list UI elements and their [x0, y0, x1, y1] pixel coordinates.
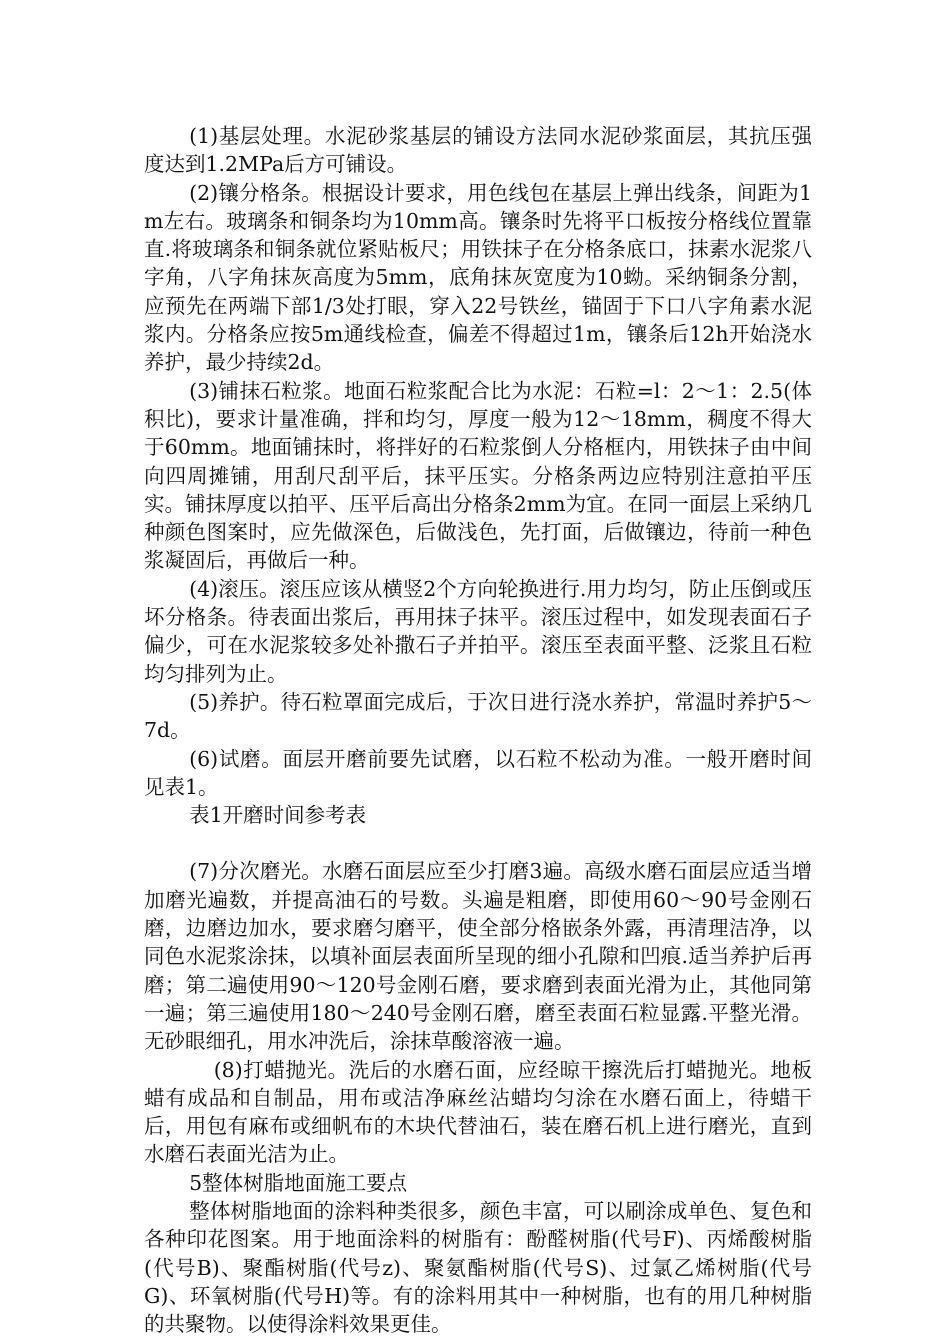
table-caption: 表1开磨时间参考表 [189, 803, 367, 828]
paragraph-rolling: (4)滚压。滚压应该从横竖2个方向轮换进行.用力均匀，防止压倒或压坏分格条。待表面出浆后，再用抹子抹平。滚压过程中，如发现表面石子偏少，可在水泥浆较多处补撒石子并拍平。滚压至表面平整、泛浆且石粒均匀排列为止。 [144, 576, 812, 686]
paragraph-polishing-passes: (7)分次磨光。水磨石面层应至少打磨3遍。高级水磨石面层应适当增加磨光遍数，并提高油石的号数。头遍是粗磨，即使用60～90号金刚石磨，边磨边加水，要求磨匀磨平，使全部分格嵌条外露，再清理洁净，以同色水泥浆涂抹，以填补面层表面所呈现的细小孔隙和凹痕.适当养护后再磨；第二遍使用90～120号金刚石磨，要求磨到表面光滑为止，其他同第一遍；第三遍使用180～240号金刚石磨，磨至表面石粒显露.平整光滑。无砂眼细孔，用水冲洗后，涂抹草酸溶液一遍。 [144, 859, 812, 1054]
paragraph-trial-grinding: (6)试磨。面层开磨前要先试磨，以石粒不松动为准。一般开磨时间见表1。 [144, 746, 812, 799]
paragraph-divider-strips: (2)镶分格条。根据设计要求，用色线包在基层上弹出线条，间距为1m左右。玻璃条和铜条均为10mm高。镶条时先将平口板按分格线位置靠直.将玻璃条和铜条就位紧贴板尺；用铁抹子在分格条底口，抹素水泥浆八字角，八字角抹灰高度为5mm，底角抹灰宽度为10蚴。采纳铜条分割，应预先在两端下部1/3处打眼，穿入22号铁丝，锚固于下口八字角素水泥浆内。分格条应按5m通线检查，偏差不得超过1m，镶条后12h开始浇水养护，最少持续2d。 [144, 180, 812, 375]
paragraph-waxing: (8)打蜡抛光。洗后的水磨石面，应经晾干擦洗后打蜡抛光。地板蜡有成品和自制品，用布或洁净麻丝沾蜡均匀涂在水磨石面上，待蜡干后，用包有麻布或细帆布的木块代替油石，装在磨石机上进行磨光，直到水磨石表面光洁为止。 [144, 1057, 812, 1167]
section-heading-resin-floor: 5整体树脂地面施工要点 [189, 1170, 408, 1195]
paragraph-stone-mortar: (3)铺抹石粒浆。地面石粒浆配合比为水泥：石粒=l：2～1：2.5(体积比)，要求计量准确，拌和均匀，厚度一般为12～18mm，稠度不得大于60mm。地面铺抹时，将拌好的石粒浆倒人分格框内，用铁抹子由中间向四周摊铺，用刮尺刮平后，抹平压实。分格条两边应特别注意拍平压实。铺抹厚度以拍平、压平后高出分格条2mm为宜。在同一面层上采纳几种颜色图案时，应先做深色，后做浅色，先打面，后做镶边，待前一种色浆凝固后，再做后一种。 [144, 378, 812, 573]
paragraph-curing: (5)养护。待石粒罩面完成后，于次日进行浇水养护，常温时养护5～7d。 [144, 689, 812, 743]
paragraph-base-treatment: (1)基层处理。水泥砂浆基层的铺设方法同水泥砂浆面层，其抗压强度达到1.2MPa后方可铺设。 [144, 124, 812, 177]
table-placeholder-gap [144, 829, 812, 857]
document-body [144, 122, 812, 1338]
paragraph-resin-coatings: 整体树脂地面的涂料种类很多，颜色丰富，可以刷涂成单色、复色和各种印花图案。用于地面涂料的树脂有：酚醛树脂(代号F)、丙烯酸树脂(代号B)、聚酯树脂(代号z)、聚氨酯树脂(代号S)、过氯乙烯树脂(代号G)、环氧树脂(代号H)等。有的涂料用其中一种树脂，也有的用几种树脂的共聚物。以使得涂料效果更佳。 [144, 1198, 812, 1337]
